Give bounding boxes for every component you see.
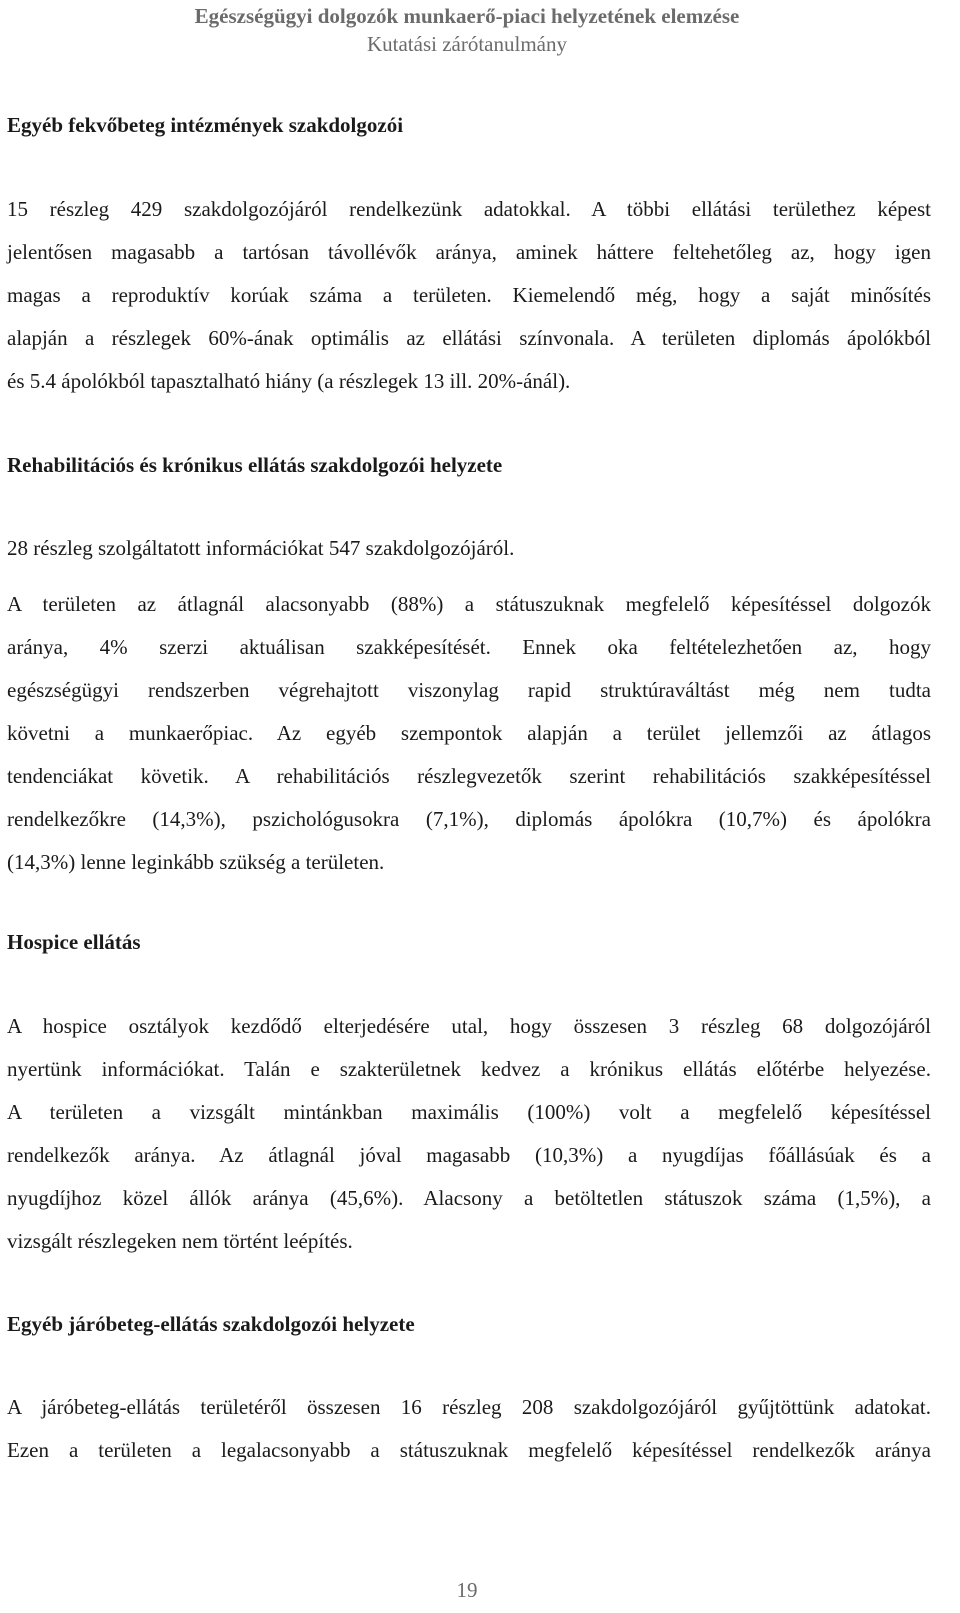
header-title: Egészségügyi dolgozók munkaerő-piaci helyzetének elemzése: [194, 4, 740, 28]
text-line: jelentősen magasabb a tartósan távollévők aránya, aminek háttere feltehetőleg az, hogy igen: [7, 240, 931, 264]
text-line: egészségügyi rendszerben végrehajtott viszonylag rapid struktúraváltást még nem tudta: [7, 678, 931, 702]
text-line: tendenciákat követik. A rehabilitációs részlegvezetők szerint rehabilitációs szakképesítéssel: [7, 764, 931, 788]
text-line: nyertünk információkat. Talán e szakterületnek kedvez a krónikus ellátás előtérbe helyezése.: [7, 1057, 931, 1081]
section-heading: Egyéb járóbeteg-ellátás szakdolgozói helyzete: [7, 1312, 415, 1336]
text-line: aránya, 4% szerzi aktuálisan szakképesítését. Ennek oka feltételezhetően az, hogy: [7, 635, 931, 659]
text-line: A területen az átlagnál alacsonyabb (88%) a státuszuknak megfelelő képesítéssel dolgozók: [7, 592, 931, 616]
text-line: magas a reproduktív korúak száma a területen. Kiemelendő még, hogy a saját minősítés: [7, 283, 931, 307]
text-line: vizsgált részlegeken nem történt leépítés.: [7, 1229, 353, 1253]
running-header: [0, 2, 934, 58]
text-line: nyugdíjhoz közel állók aránya (45,6%). Alacsony a betöltetlen státuszok száma (1,5%), a: [7, 1186, 931, 1210]
paragraph: [7, 188, 931, 403]
paragraph: [7, 1005, 931, 1263]
header-subtitle: Kutatási zárótanulmány: [366, 32, 567, 56]
section-heading: Egyéb fekvőbeteg intézmények szakdolgozói: [7, 113, 404, 137]
text-line: 15 részleg 429 szakdolgozójáról rendelkezünk adatokkal. A többi ellátási területhez képest: [7, 197, 931, 221]
text-line: alapján a részlegek 60%-ának optimális az ellátási színvonala. A területen diplomás ápolókból: [7, 326, 931, 350]
section-heading: Hospice ellátás: [7, 930, 141, 954]
section-heading: Rehabilitációs és krónikus ellátás szakdolgozói helyzete: [7, 453, 503, 477]
text-line: A hospice osztályok kezdődő elterjedésére utal, hogy összesen 3 részleg 68 dolgozójáról: [7, 1014, 931, 1038]
text-line: (14,3%) lenne leginkább szükség a területen.: [7, 850, 385, 874]
paragraph: [7, 583, 931, 884]
text-line: A járóbeteg-ellátás területéről összesen 16 részleg 208 szakdolgozójáról gyűjtöttünk adatokat.: [7, 1395, 931, 1419]
text-line: Ezen a területen a legalacsonyabb a státuszuknak megfelelő képesítéssel rendelkezők aránya: [7, 1438, 931, 1462]
paragraph: [7, 1386, 931, 1472]
text-line: rendelkezők aránya. Az átlagnál jóval magasabb (10,3%) a nyugdíjas főállásúak és a: [7, 1143, 931, 1167]
paragraph: [7, 527, 931, 570]
text-line: követni a munkaerőpiac. Az egyéb szempontok alapján a terület jellemzői az átlagos: [7, 721, 931, 745]
text-line: rendelkezőkre (14,3%), pszichológusokra (7,1%), diplomás ápolókra (10,7%) és ápolókra: [7, 807, 931, 831]
page-number: 19: [456, 1578, 478, 1602]
text-line: 28 részleg szolgáltatott információkat 547 szakdolgozójáról.: [7, 536, 515, 560]
text-line: A területen a vizsgált mintánkban maximális (100%) volt a megfelelő képesítéssel: [7, 1100, 931, 1124]
text-line: és 5.4 ápolókból tapasztalható hiány (a részlegek 13 ill. 20%-ánál).: [7, 369, 571, 393]
